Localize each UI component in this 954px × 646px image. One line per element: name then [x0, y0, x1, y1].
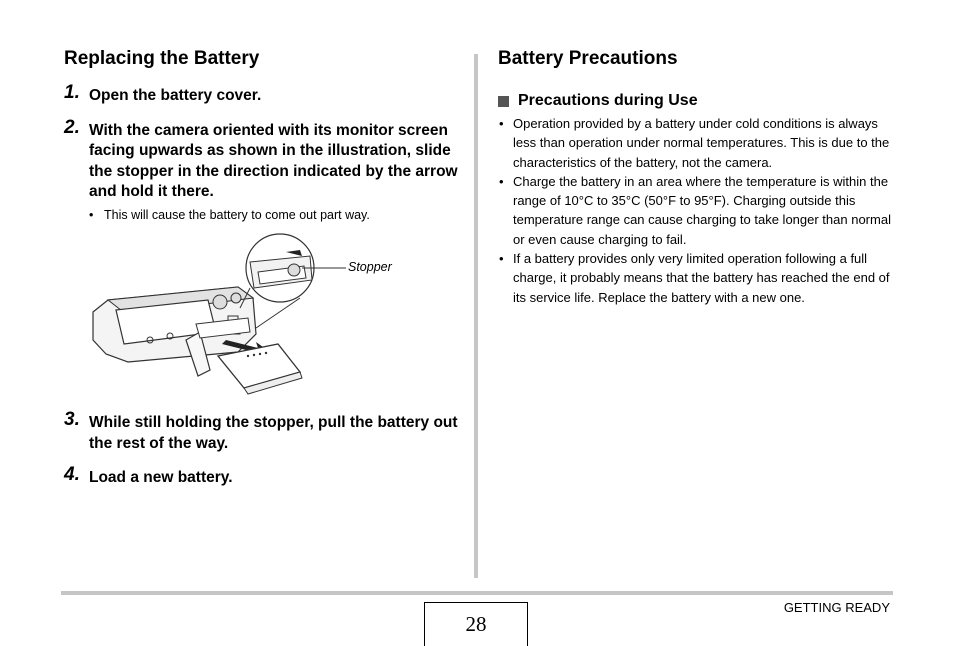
subsection-heading-text: Precautions during Use — [518, 92, 698, 109]
precaution-item: • Charge the battery in an area where the temperature is within the range of 10°C to 35°C (50°F to 95°F). Charging outside this temperature range can cause charging to take longer than normal or even cause charging to fail. — [498, 172, 898, 249]
right-column — [498, 46, 898, 307]
page-number: 28 — [424, 602, 528, 646]
left-column — [64, 46, 464, 224]
step-text: Open the battery cover. — [89, 87, 262, 104]
step-1 — [64, 82, 464, 107]
stopper-label: Stopper — [348, 260, 392, 274]
step-3 — [64, 409, 464, 454]
battery-removal-illustration — [88, 232, 418, 397]
precaution-item: • Operation provided by a battery under cold conditions is always less than operation under normal temperatures. This is due to the characteristics of the battery, not the camera. — [498, 114, 898, 172]
step-number: 1. — [64, 82, 80, 103]
column-divider — [474, 54, 478, 578]
section-title-replacing-battery: Replacing the Battery — [64, 48, 260, 69]
step-number: 4. — [64, 464, 80, 485]
precaution-item: • If a battery provides only very limited operation following a full charge, it probably means that the battery has reached the end of its service life. Replace the battery with a new one. — [498, 249, 898, 307]
step-text: With the camera oriented with its monitor screen facing upwards as shown in the illustration, slide the stopper in the direction indicated by the arrow and hold it there. — [89, 121, 458, 200]
footer-section-label: GETTING READY — [783, 600, 890, 615]
section-title-battery-precautions: Battery Precautions — [498, 48, 678, 69]
step-4 — [64, 464, 464, 489]
step-2-note: • This will cause the battery to come out part way. — [64, 206, 464, 224]
footer-rule — [61, 591, 893, 595]
subsection-heading — [498, 90, 898, 112]
step-number: 2. — [64, 116, 80, 138]
step-2 — [64, 116, 464, 203]
step-text: While still holding the stopper, pull the battery out the rest of the way. — [89, 414, 458, 452]
square-bullet-icon — [498, 96, 509, 107]
step-text: Load a new battery. — [89, 469, 233, 486]
step-number: 3. — [64, 409, 80, 430]
left-lower-steps — [64, 409, 464, 489]
